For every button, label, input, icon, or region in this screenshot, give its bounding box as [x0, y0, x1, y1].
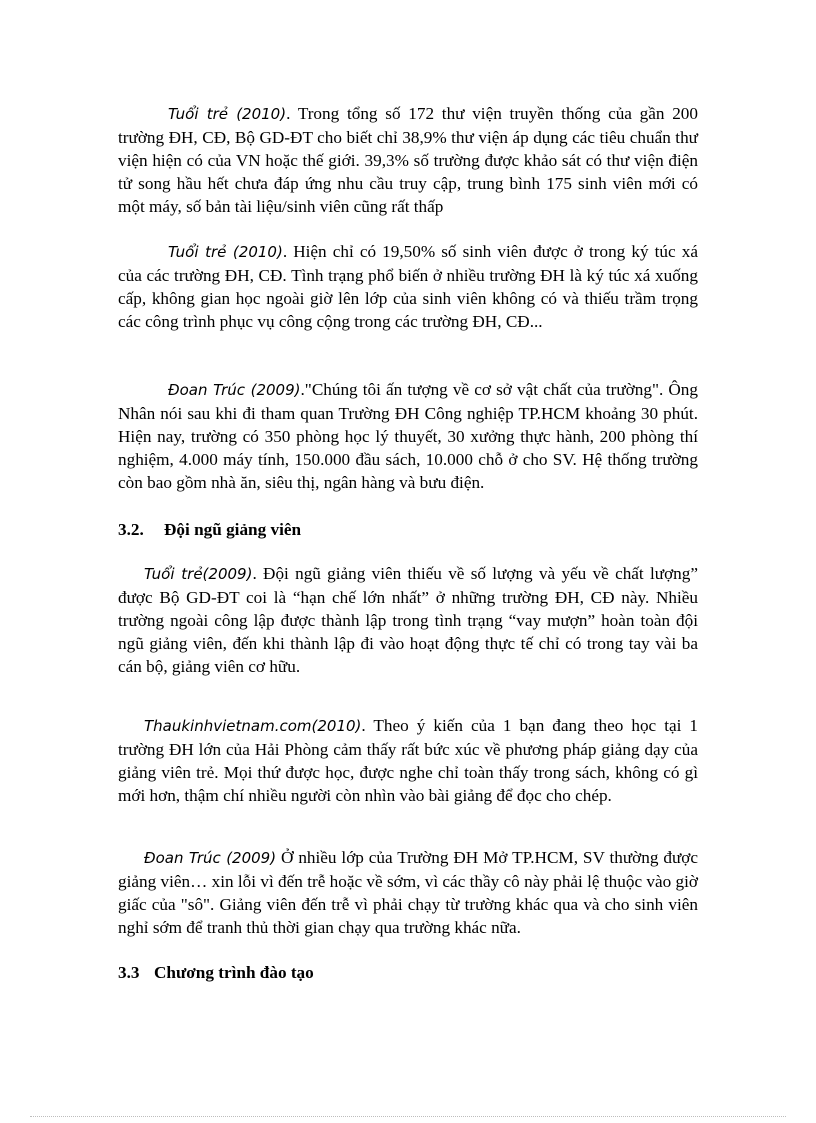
citation: Tuổi trẻ(2009)	[144, 565, 253, 583]
paragraph-library	[118, 102, 698, 218]
paragraph-dormitory	[118, 240, 698, 333]
citation: Đoan Trúc (2009)	[168, 381, 301, 399]
paragraph-text: . Trong tổng số 172 thư viện truyền thống của gần 200 trường ĐH, CĐ, Bộ GD-ĐT cho biết chỉ 38,9% thư viện áp dụng các tiêu chuẩn thư viện hiện có của VN hoặc thế giới. 39,3% số trường được khảo sát có thư viện điện tử song hầu hết chưa đáp ứng nhu cầu truy cập, trung bình 175 sinh viên mới có một máy, số bản tài liệu/sinh viên cũng rất thấp	[118, 104, 698, 216]
paragraph-text: . Hiện chỉ có 19,50% số sinh viên được ở trong ký túc xá của các trường ĐH, CĐ. Tình trạng phổ biến ở nhiều trường ĐH là ký túc xá xuống cấp, không gian học ngoài giờ lên lớp của sinh viên không có và thiếu trầm trọng các công trình phục vụ công cộng trong các trường ĐH, CĐ...	[118, 242, 698, 331]
section-title: Chương trình đào tạo	[154, 963, 314, 982]
section-title: Đội ngũ giảng viên	[164, 520, 302, 539]
paragraph-text: . Đội ngũ giảng viên thiếu về số lượng và yếu về chất lượng” được Bộ GD-ĐT coi là “hạn chế lớn nhất” ở những trường ĐH, CĐ này. Nhiều trường ngoài công lập được thành lập trong tình trạng “vay mượn” hoàn toàn đội ngũ giảng viên, đến khi thành lập đi vào hoạt động thực tế chỉ có trong tay vài ba cán bộ, giảng viên cơ hữu.	[118, 564, 698, 676]
section-heading	[118, 518, 301, 541]
citation: Tuổi trẻ (2010)	[168, 105, 287, 123]
paragraph-open-university	[118, 846, 698, 939]
paragraph-text: . Theo ý kiến của 1 bạn đang theo học tại 1 trường ĐH lớn của Hải Phòng cảm thấy rất bức xúc về phương pháp giảng dạy của giảng viên trẻ. Mọi thứ được học, được nghe chỉ toàn thấy trong sách, không có gì mới hơn, thậm chí nhiều người còn nhìn vào bài giảng để đọc cho chép.	[118, 716, 698, 805]
section-number: 3.2.	[118, 520, 144, 539]
paragraph-text: Ở nhiều lớp của Trường ĐH Mở TP.HCM, SV thường được giảng viên… xin lỗi vì đến trễ hoặc về sớm, vì các thầy cô này phải lệ thuộc vào giờ giấc của "sô". Giảng viên đến trễ vì phải chạy từ trường khác qua và cho sinh viên nghỉ sớm để tranh thủ thời gian chạy qua trường khác nữa.	[118, 848, 698, 937]
section-heading	[118, 961, 314, 984]
section-number: 3.3	[118, 963, 140, 982]
paragraph-text: ."Chúng tôi ấn tượng về cơ sở vật chất của trường". Ông Nhân nói sau khi đi tham quan Trường ĐH Công nghiệp TP.HCM khoảng 30 phút. Hiện nay, trường có 350 phòng học lý thuyết, 30 xưởng thực hành, 200 phòng thí nghiệm, 4.000 máy tính, 150.000 đầu sách, 10.000 chỗ ở cho SV. Hệ thống trường còn bao gồm nhà ăn, siêu thị, ngân hàng và bưu điện.	[118, 380, 698, 492]
citation: Thaukinhvietnam.com(2010)	[144, 717, 362, 735]
page-bottom-divider	[30, 1116, 786, 1117]
citation: Đoan Trúc (2009)	[144, 849, 277, 867]
paragraph-facilities	[118, 378, 698, 494]
citation: Tuổi trẻ (2010)	[168, 243, 283, 261]
paragraph-lecturers	[118, 562, 698, 678]
paragraph-teaching-method	[118, 714, 698, 807]
